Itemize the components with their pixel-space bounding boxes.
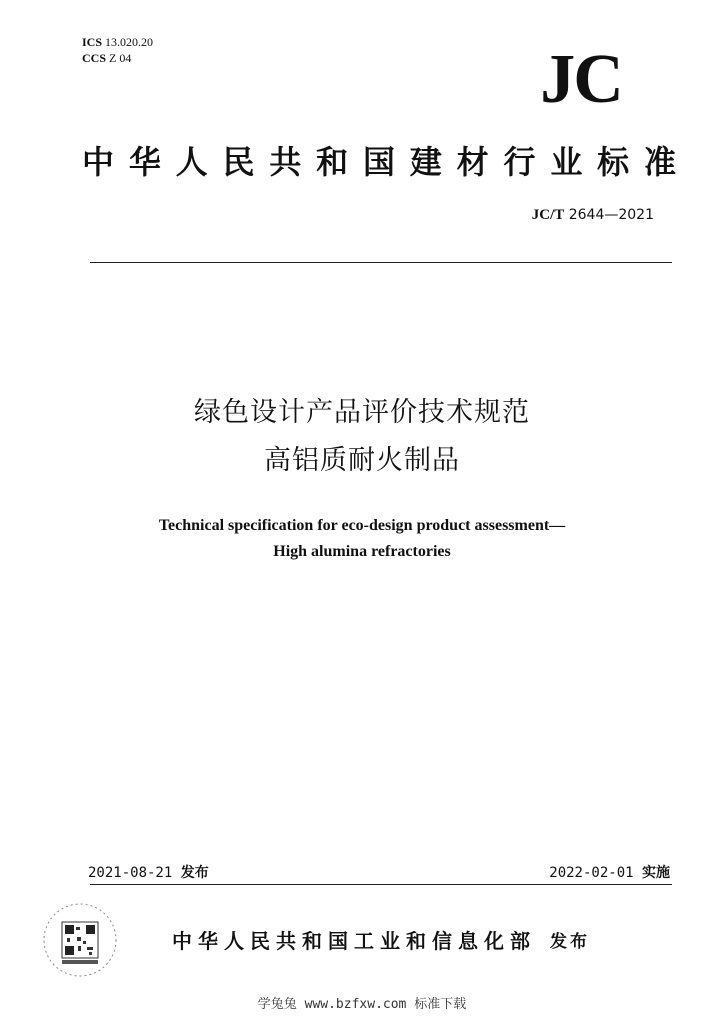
qr-seal-icon	[40, 900, 120, 980]
classification-codes	[82, 34, 153, 66]
issue-label: 发布	[550, 932, 590, 952]
standard-code: 2644—2021	[568, 207, 654, 223]
jc-logo: JC	[540, 41, 622, 118]
publish-date: 2021-08-21 发布	[88, 865, 209, 881]
effective-date: 2022-02-01 实施	[549, 865, 670, 881]
english-title-line-2: High alumina refractories	[273, 543, 451, 560]
bottom-divider	[90, 884, 672, 885]
industry-standard-title: 中华人民共和国建材行业标准	[82, 143, 676, 181]
issuing-authority: 中华人民共和国工业和信息化部	[172, 929, 536, 953]
chinese-title-line-1: 绿色设计产品评价技术规范	[194, 397, 530, 428]
ccs-code: CCS Z 04	[82, 51, 132, 65]
footer-watermark: 学兔兔 www.bzfxw.com 标准下载	[257, 997, 467, 1012]
english-title-line-1: Technical specification for eco-design product assessment—	[158, 517, 566, 534]
standard-number	[420, 207, 654, 224]
chinese-title-line-2: 高铝质耐火制品	[264, 445, 460, 476]
ics-code: ICS 13.020.20	[82, 35, 154, 49]
top-divider	[90, 262, 672, 263]
standard-prefix: JC/T	[531, 207, 565, 223]
